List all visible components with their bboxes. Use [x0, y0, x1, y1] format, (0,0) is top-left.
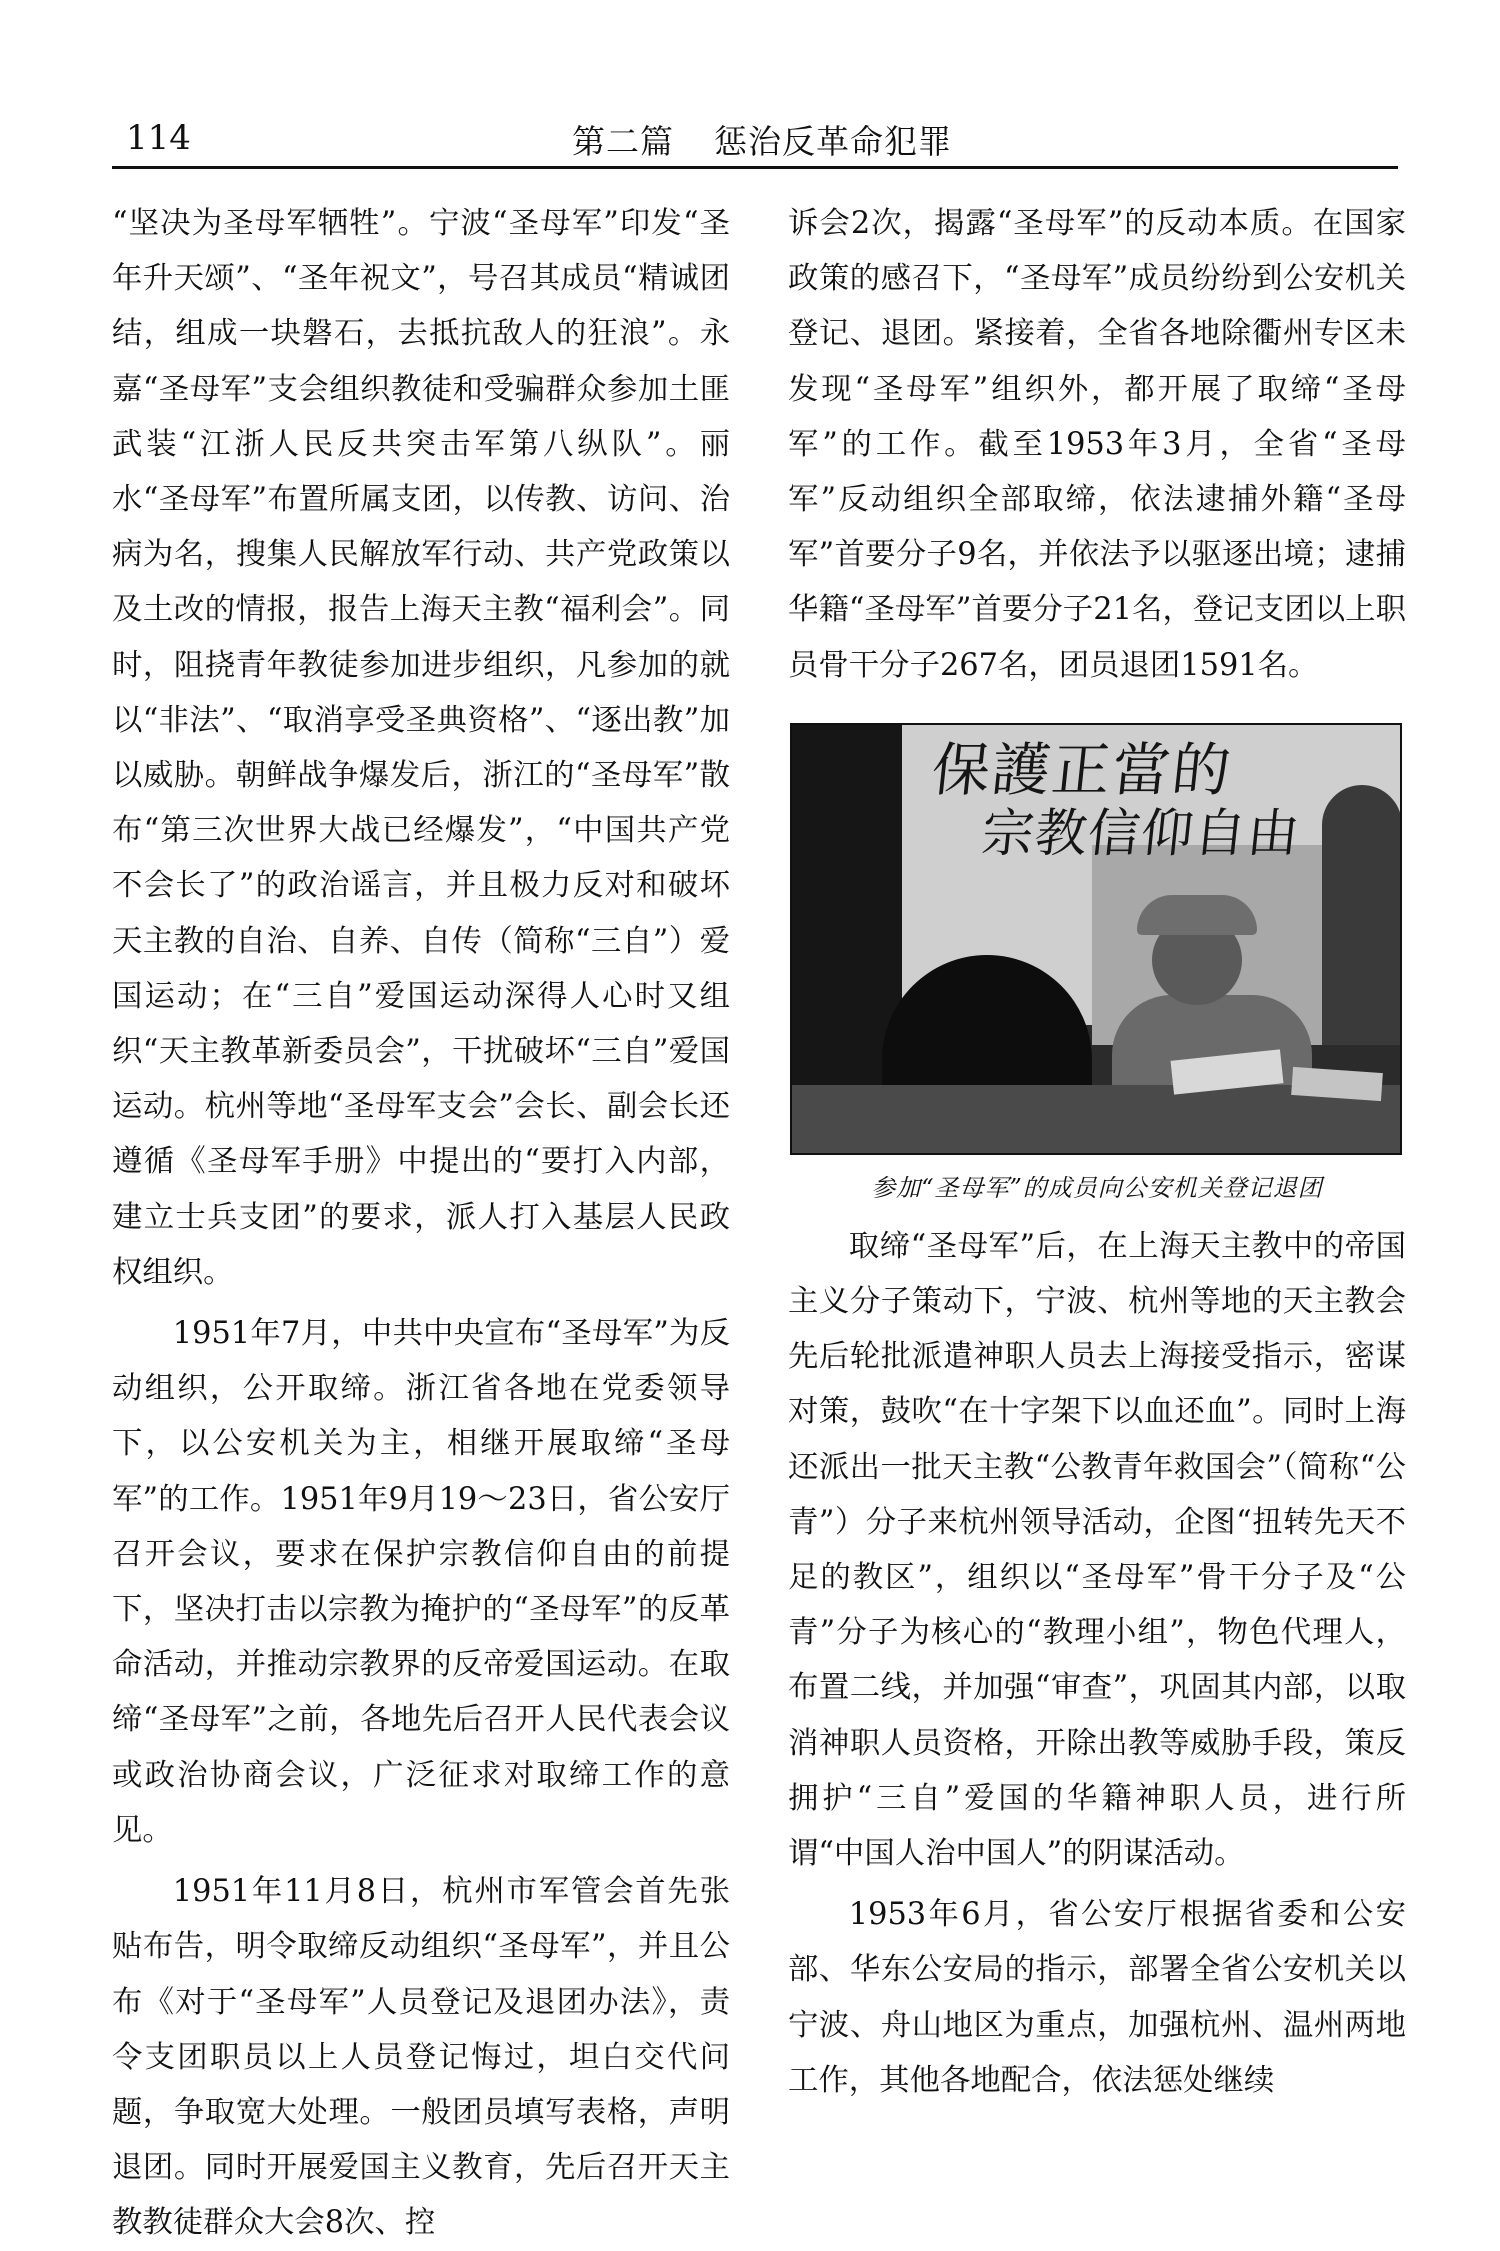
paragraph: “坚决为圣母军牺牲”。宁波“圣母军”印发“圣年升天颂”、“圣年祝文”，号召其成员“精诚团结，组成一块磐石，去抵抗敌人的狂浪”。永嘉“圣母军”支会组织教徒和受骗群众参加土匪武装“江浙人民反共突击军第八纵队”。丽水“圣母军”布置所属支团，以传教、访问、治病为名，搜集人民解放军行动、共产党政策以及土改的情报，报告上海天主教“福利会”。同时，阻挠青年教徒参加进步组织，凡参加的就以“非法”、“取消享受圣典资格”、“逐出教”加以威胁。朝鲜战争爆发后，浙江的“圣母军”散布“第三次世界大战已经爆发”，“中国共产党不会长了”的政治谣言，并且极力反对和破坏天主教的自治、自养、自传（简称“三自”）爱国运动；在“三自”爱国运动深得人心时又组织“天主教革新委员会”，干扰破坏“三自”爱国运动。杭州等地“圣母军支会”会长、副会长还遵循《圣母军手册》中提出的“要打入内部，建立士兵支团”的要求，派人打入基层人民政权组织。 — [112, 206, 730, 1290]
chapter-title: 惩治反革命犯罪 — [714, 122, 952, 161]
right-column — [788, 196, 1406, 2108]
figure — [788, 723, 1406, 1205]
paragraph: 1953年6月，省公安厅根据省委和公安部、华东公安局的指示，部署全省公安机关以宁波、舟山地区为重点，加强杭州、温州两地工作，其他各地配合，依法惩处继续 — [788, 1897, 1406, 2098]
registration-photo — [790, 723, 1402, 1155]
banner-text-line2: 宗教信仰自由 — [978, 803, 1304, 864]
photo-paper — [1291, 1067, 1383, 1101]
paragraph: 1951年11月8日，杭州市军管会首先张贴布告，明令取缔反动组织“圣母军”，并且公布《对于“圣母军”人员登记及退团办法》，责令支团职员以上人员登记悔过，坦白交代问题，争取宽大处理。一般团员填写表格，声明退团。同时开展爱国主义教育，先后召开天主教教徒群众大会8次、控 — [112, 1874, 730, 2241]
photo-officer-cap — [1137, 895, 1257, 935]
figure-caption: 参加“圣母军”的成员向公安机关登记退团 — [871, 1173, 1323, 1202]
running-title — [572, 116, 952, 163]
paragraph: 诉会2次，揭露“圣母军”的反动本质。在国家政策的感召下，“圣母军”成员纷纷到公安机关登记、退团。紧接着，全省各地除衢州专区未发现“圣母军”组织外，都开展了取缔“圣母军”的工作。截至1953年3月，全省“圣母军”反动组织全部取缔，依法逮捕外籍“圣母军”首要分子9名，并依法予以驱逐出境；逮捕华籍“圣母军”首要分子21名，登记支团以上职员骨干分子267名，团员退团1591名。 — [788, 206, 1406, 683]
left-column — [112, 196, 730, 2251]
paragraph: 取缔“圣母军”后，在上海天主教中的帝国主义分子策动下，宁波、杭州等地的天主教会先后轮批派遣神职人员去上海接受指示，密谋对策，鼓吹“在十字架下以血还血”。同时上海还派出一批天主教“公教青年救国会”（简称“公青”）分子来杭州领导活动，企图“扭转先天不足的教区”，组织以“圣母军”骨干分子及“公青”分子为核心的“教理小组”，物色代理人，布置二线，并加强“审查”，巩固其内部，以取消神职人员资格，开除出教等威胁手段，策反拥护“三自”爱国的华籍神职人员，进行所谓“中国人治中国人”的阴谋活动。 — [788, 1228, 1406, 1872]
banner-text-line1: 保護正當的 — [928, 735, 1236, 804]
page-number: 114 — [126, 118, 191, 158]
paragraph: 1951年7月，中共中央宣布“圣母军”为反动组织，公开取缔。浙江省各地在党委领导下，以公安机关为主，相继开展取缔“圣母军”的工作。1951年9月19～23日，省公安厅召开会议，要求在保护宗教信仰自由的前提下，坚决打击以宗教为掩护的“圣母军”的反革命活动，并推动宗教界的反帝爱国运动。在取缔“圣母军”之前，各地先后召开人民代表会议或政治协商会议，广泛征求对取缔工作的意见。 — [112, 1316, 730, 1848]
photo-bystander — [1322, 785, 1402, 1045]
part-label: 第二篇 — [572, 122, 674, 161]
running-header — [112, 110, 1398, 169]
